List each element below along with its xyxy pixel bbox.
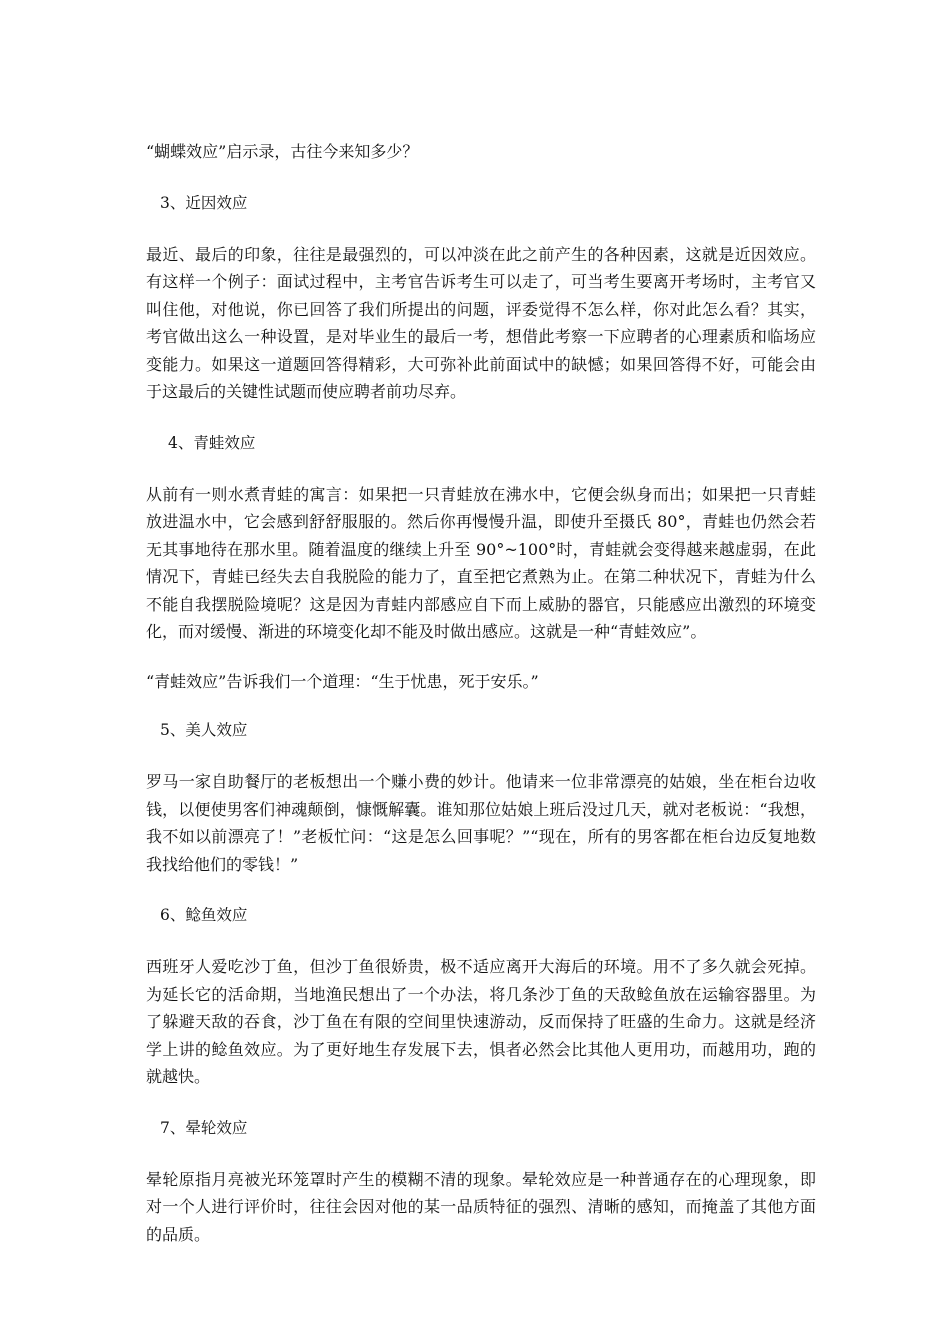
section-heading-recency-effect: 3、近因效应 [160,193,248,212]
section-paragraph: “青蛙效应”告诉我们一个道理：“生于忧患，死于安乐。” [146,671,539,691]
section-heading-halo-effect: 7、晕轮效应 [160,1118,248,1137]
section-heading-catfish-effect: 6、鲶鱼效应 [160,906,248,924]
section-paragraph: 罗马一家自助餐厅的老板想出一个赚小费的妙计。他请来一位非常漂亮的姑娘，坐在柜台边收钱，以便使男客们神魂颠倒，慷慨解囊。谁知那位姑娘上班后没过几天，就对老板说：“我想，我不如以前漂亮了！”老板忙问：“这是怎么回事呢？”“现在，所有的男客都在柜台边反复地数我找给他们的零钱！” [146,772,816,874]
section-paragraph: 晕轮原指月亮被光环笼罩时产生的模糊不清的现象。晕轮效应是一种普通存在的心理现象，即对一个人进行评价时，往往会因对他的某一品质特征的强烈、清晰的感知，而掩盖了其他方面的品质。 [146,1169,816,1244]
document-body [146,138,816,1248]
intro-line: “蝴蝶效应”启示录，古往今来知多少？ [146,142,419,161]
section-paragraph: 从前有一则水煮青蛙的寓言：如果把一只青蛙放在沸水中，它便会纵身而出；如果把一只青蛙放进温水中，它会感到舒舒服服的。然后你再慢慢升温，即使升至摄氏 80°，青蛙也仍然会若无其事地待在那水里。随着温度的继续上升至 90°~100°时，青蛙就会变得越来越虚弱，在此情况下，青蛙已经失去自我脱险的能力了，直至把它煮熟为止。在第二种状况下，青蛙为什么不能自我摆脱险境呢？这是因为青蛙内部感应自下而上威胁的器官，只能感应出激烈的环境变化，而对缓慢、渐进的环境变化却不能及时做出感应。这就是一种“青蛙效应”。 [146,484,816,641]
section-paragraph: 西班牙人爱吃沙丁鱼，但沙丁鱼很娇贵，极不适应离开大海后的环境。用不了多久就会死掉。为延长它的活命期，当地渔民想出了一个办法，将几条沙丁鱼的天敌鲶鱼放在运输容器里。为了躲避天敌的吞食，沙丁鱼在有限的空间里快速游动，反而保持了旺盛的生命力。这就是经济学上讲的鲶鱼效应。为了更好地生存发展下去，惧者必然会比其他人更用功，而越用功，跑的就越快。 [146,957,816,1086]
section-paragraph: 最近、最后的印象，往往是最强烈的，可以冲淡在此之前产生的各种因素，这就是近因效应。有这样一个例子：面试过程中，主考官告诉考生可以走了，可当考生要离开考场时，主考官又叫住他，对他说，你已回答了我们所提出的问题，评委觉得不怎么样，你对此怎么看？其实，考官做出这么一种设置，是对毕业生的最后一考，想借此考察一下应聘者的心理素质和临场应变能力。如果这一道题回答得精彩，大可弥补此前面试中的缺憾；如果回答得不好，可能会由于这最后的关键性试题而使应聘者前功尽弃。 [146,244,816,401]
section-heading-beauty-effect: 5、美人效应 [160,721,248,739]
section-heading-frog-effect: 4、青蛙效应 [168,433,256,452]
